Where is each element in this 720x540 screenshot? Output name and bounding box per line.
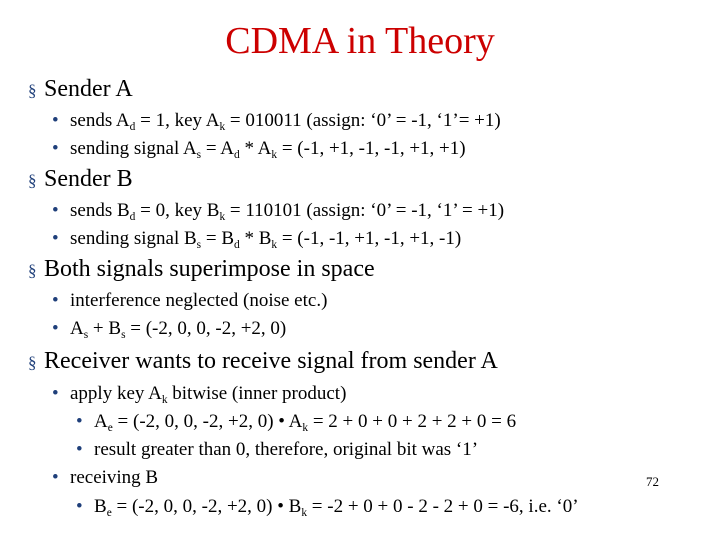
page-number: 72 [646, 474, 659, 489]
heading-text: Both signals superimpose in space [44, 256, 375, 282]
sender-a-line-1: • sends $A_d = 1$, key $A_k = 010011$ (assign: ‘0’ = -1, ‘1’= +1) [52, 110, 501, 133]
item-bullet: • [52, 200, 59, 221]
item-bullet: • [52, 138, 59, 159]
item-bullet: • [52, 318, 59, 339]
receiver-line-2: • $A_e = (-2$, 0, 0, -2, +2, 0) • $A_k = 2 + 0 + 0 + 2 + 2 + 0 = 6$ [76, 411, 517, 434]
heading-receiver [28, 348, 498, 375]
heading-text: Receiver wants to receive signal from sender A [44, 348, 498, 374]
item-bullet: • [52, 467, 59, 488]
item-bullet: • [76, 496, 83, 517]
receiver-line-1: • apply key $A_k$ bitwise (inner product) [52, 383, 347, 406]
heading-superimpose [28, 256, 375, 283]
heading-text: Sender A [44, 76, 133, 102]
item-bullet: • [76, 411, 83, 432]
item-bullet: • [52, 228, 59, 249]
section-bullet: § [28, 81, 37, 100]
sender-b-line-1: • sends $B_d = 0$, key $B_k = 110101$ (assign: ‘0’ = -1, ‘1’ = +1) [52, 200, 505, 223]
superimpose-line-2: • $A_s + B_s = (-2$, 0, 0, -2, +2, 0) [52, 318, 287, 341]
heading-text: Sender B [44, 166, 133, 192]
item-bullet: • [52, 110, 59, 131]
slide-title: CDMA in Theory [225, 20, 495, 62]
receiver-line-4: • receiving B [52, 467, 159, 488]
sender-b-line-2: • sending signal $B_s = B_d * B_k = (-1$, -1, +1, -1, +1, -1) [52, 228, 462, 251]
heading-sender-a [28, 76, 133, 103]
item-bullet: • [52, 290, 59, 311]
item-bullet: • [52, 383, 59, 404]
heading-sender-b [28, 166, 133, 193]
section-bullet: § [28, 171, 37, 190]
section-bullet: § [28, 261, 37, 280]
receiver-line-5: • $B_e = (-2$, 0, 0, -2, +2, 0) • $B_k = -2 + 0 + 0 - 2 - 2 + 0 = -6$, i.e. ‘0’ [76, 496, 579, 519]
item-bullet: • [76, 439, 83, 460]
receiver-line-3: • result greater than 0, therefore, original bit was ‘1’ [76, 439, 479, 460]
superimpose-line-1: • interference neglected (noise etc.) [52, 290, 328, 311]
section-bullet: § [28, 353, 37, 372]
sender-a-line-2: • sending signal $A_s = A_d * A_k = (-1$, +1, -1, -1, +1, +1) [52, 138, 466, 161]
